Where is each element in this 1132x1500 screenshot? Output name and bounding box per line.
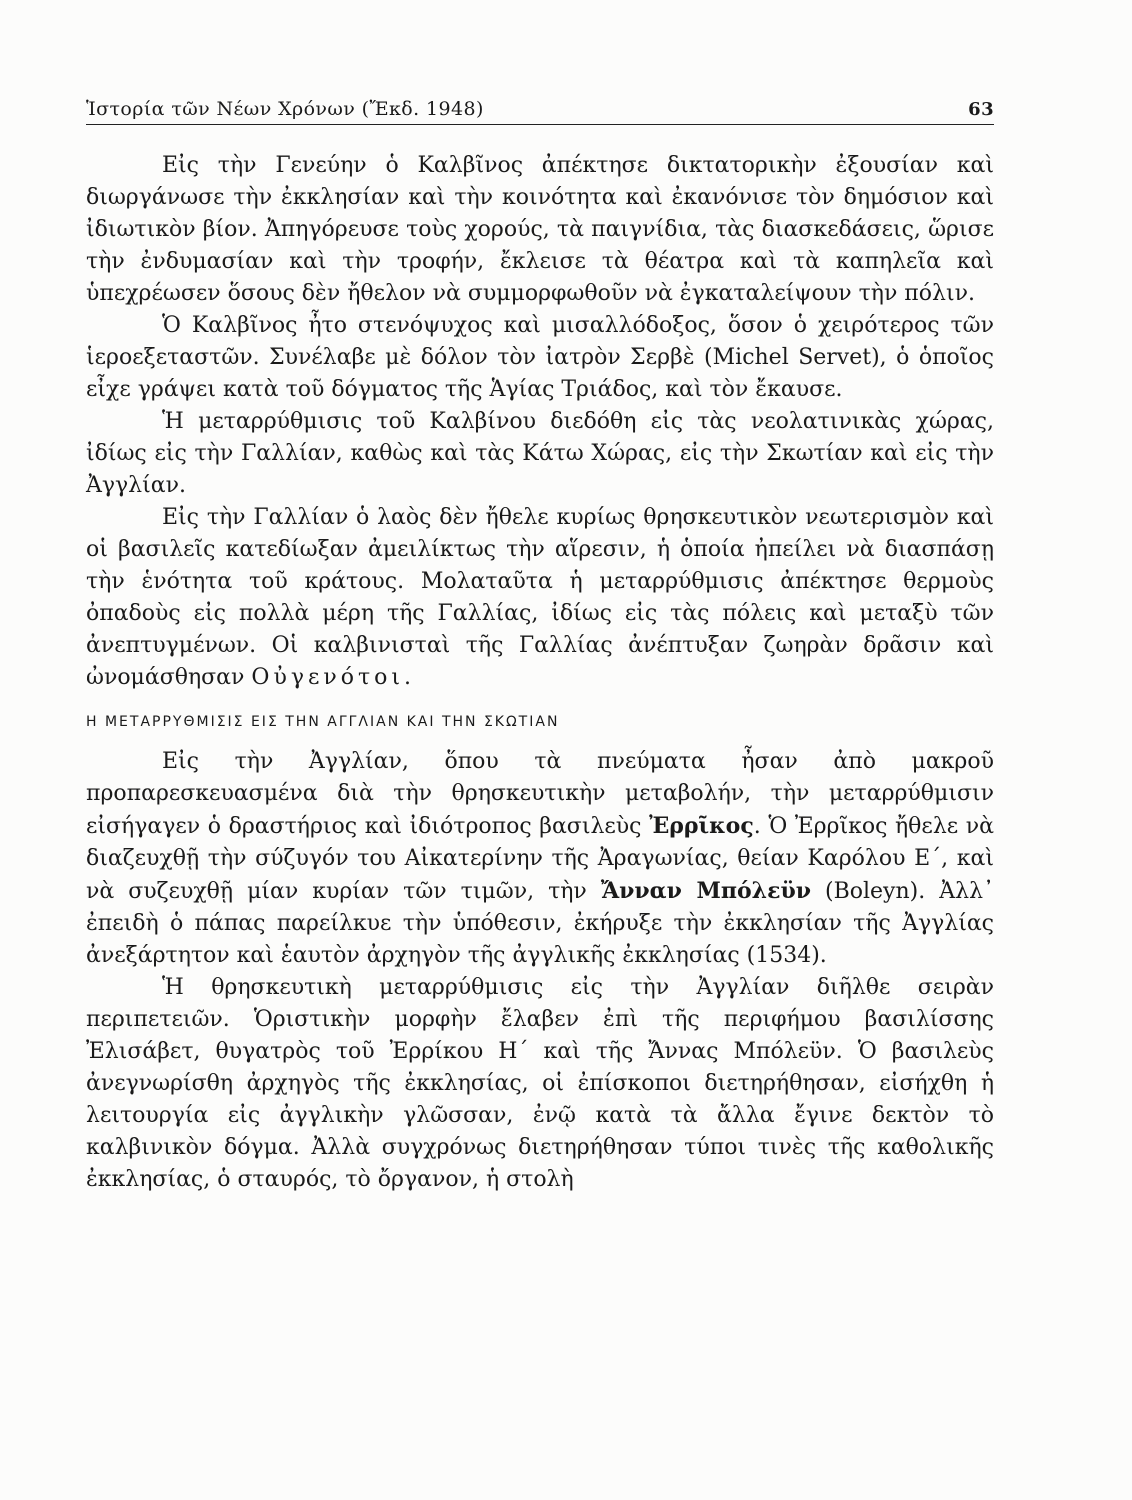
paragraph-calvinism-spread: Ἡ μεταρρύθμισις τοῦ Καλβίνου διεδόθη εἰς τὰς νεολατινικὰς χώρας, ἰδίως εἰς τὴν Γαλλίαν, καθὼς καὶ τὰς Κάτω Χώρας, εἰς τὴν Σκωτίαν καὶ εἰς τὴν Ἀγγλίαν.	[86, 409, 994, 498]
header-rule	[86, 124, 994, 125]
paragraph-text: Εἰς τὴν Ἀγγλίαν, ὅπου τὰ πνεύματα ἦσαν ἀπὸ μακροῦ προπαρεσκευασμένα διὰ τὴν θρησκευτικὴν μεταβολήν, τὴν μεταρρύθμισιν εἰσήγαγεν ὁ δραστήριος καὶ ἰδιότροπος βασιλεὺς	[86, 749, 994, 839]
running-header	[86, 86, 994, 120]
running-title: Ἱστορία τῶν Νέων Χρόνων (Ἔκδ. 1948)	[86, 98, 484, 120]
paragraph-henry-viii	[86, 746, 994, 972]
paragraph-text: Εἰς τὴν Γαλλίαν ὁ λαὸς δὲν ἤθελε κυρίως θρησκευτικὸν νεωτερισμὸν καὶ οἱ βασιλεῖς κατεδίωξαν ἀμειλίκτως τὴν αἵρεσιν, ἡ ὁποία ἠπείλει νὰ διασπάσῃ τὴν ἑνότητα τοῦ κράτους. Μολαταῦτα ἡ μεταρρύθμισις ἀπέκτησε θερμοὺς ὀπαδοὺς εἰς πολλὰ μέρη τῆς Γαλλίας, ἰδίως εἰς τὰς πόλεις καὶ μεταξὺ τῶν ἀνεπτυγμένων. Οἱ καλβινισταὶ τῆς Γαλλίας ἀνέπτυξαν ζωηρὰν δρᾶσιν καὶ ὠνομάσθησαν	[86, 505, 994, 690]
paragraph-elizabeth: Ἡ θρησκευτικὴ μεταρρύθμισις εἰς τὴν Ἀγγλίαν διῆλθε σειρὰν περιπετειῶν. Ὁριστικὴν μορφὴν ἔλαβεν ἐπὶ τῆς περιφήμου βασιλίσσης Ἐλισάβετ, θυγατρὸς τοῦ Ἐρρίκου Η΄ καὶ τῆς Ἄννας Μπόλεϋν. Ὁ βασιλεὺς ἀνεγνωρίσθη ἀρχηγὸς τῆς ἐκκλησίας, οἱ ἐπίσκοποι διετηρήθησαν, εἰσήχθη ἡ λειτουργία εἰς ἀγγλικὴν γλῶσσαν, ἐνῷ κατὰ τὰ ἄλλα ἔγινε δεκτὸν τὸ καλβινικὸν δόγμα. Ἀλλὰ συγχρόνως διετηρήθησαν τύποι τινὲς τῆς καθολικῆς ἐκκλησίας, ὁ σταυρός, τὸ ὄργανον, ἡ στολὴ	[86, 975, 994, 1192]
section-heading-england-scotland: Η ΜΕΤΑΡΡΥΘΜΙΣΙΣ ΕΙΣ ΤΗΝ ΑΓΓΛΙΑΝ ΚΑΙ ΤΗΝ ΣΚΩΤΙΑΝ	[86, 714, 560, 730]
paragraph-calvin-servet: Ὁ Καλβῖνος ἦτο στενόψυχος καὶ μισαλλόδοξος, ὅσον ὁ χειρότερος τῶν ἱεροεξεταστῶν. Συνέλαβε μὲ δόλον τὸν ἰατρὸν Σερβὲ (Michel Servet), ὁ ὁποῖος εἶχε γράψει κατὰ τοῦ δόγματος τῆς Ἁγίας Τριάδος, καὶ τὸν ἔκαυσε.	[86, 313, 994, 402]
page-body	[86, 150, 994, 1196]
name-anne-boleyn: Ἄνναν Μπόλεϋν	[600, 878, 811, 904]
paragraph-text: (Boleyn). Ἀλλ᾿ ἐπειδὴ ὁ πάπας παρείλκυε τὴν ὑπόθεσιν, ἐκήρυξε τὴν ἐκκλησίαν τῆς Ἀγγλίας ἀνεξάρτητον καὶ ἑαυτὸν ἀρχηγὸν τῆς ἀγγλικῆς ἐκκλησίας (1534).	[86, 879, 995, 968]
term-huguenots: Οὐγενότοι.	[251, 665, 416, 690]
paragraph-calvin-geneva: Εἰς τὴν Γενεύην ὁ Καλβῖνος ἀπέκτησε δικτατορικὴν ἐξουσίαν καὶ διωργάνωσε τὴν ἐκκλησίαν καὶ τὴν κοινότητα καὶ ἐκανόνισε τὸν δημόσιον καὶ ἰδιωτικὸν βίον. Ἀπηγόρευσε τοὺς χορούς, τὰ παιγνίδια, τὰς διασκεδάσεις, ὥρισε τὴν ἐνδυμασίαν καὶ τὴν τροφήν, ἔκλεισε τὰ θέατρα καὶ τὰ καπηλεῖα καὶ ὑπεχρέωσεν ὅσους δὲν ἤθελον νὰ συμμορφωθοῦν νὰ ἐγκαταλείψουν τὴν πόλιν.	[86, 153, 994, 306]
page-number: 63	[968, 99, 994, 120]
paragraph-text: . Ὁ Ἐρρῖκος ἤθελε νὰ διαζευχθῇ τὴν σύζυγόν του Αἰκατερίνην τῆς Ἀραγωνίας, θείαν Καρόλου Ε΄, καὶ νὰ συζευχθῇ μίαν κυρίαν τῶν τιμῶν, τὴν	[86, 814, 994, 904]
paragraph-france-huguenots	[86, 502, 994, 694]
name-henry: Ἐρρῖκος	[649, 813, 754, 839]
